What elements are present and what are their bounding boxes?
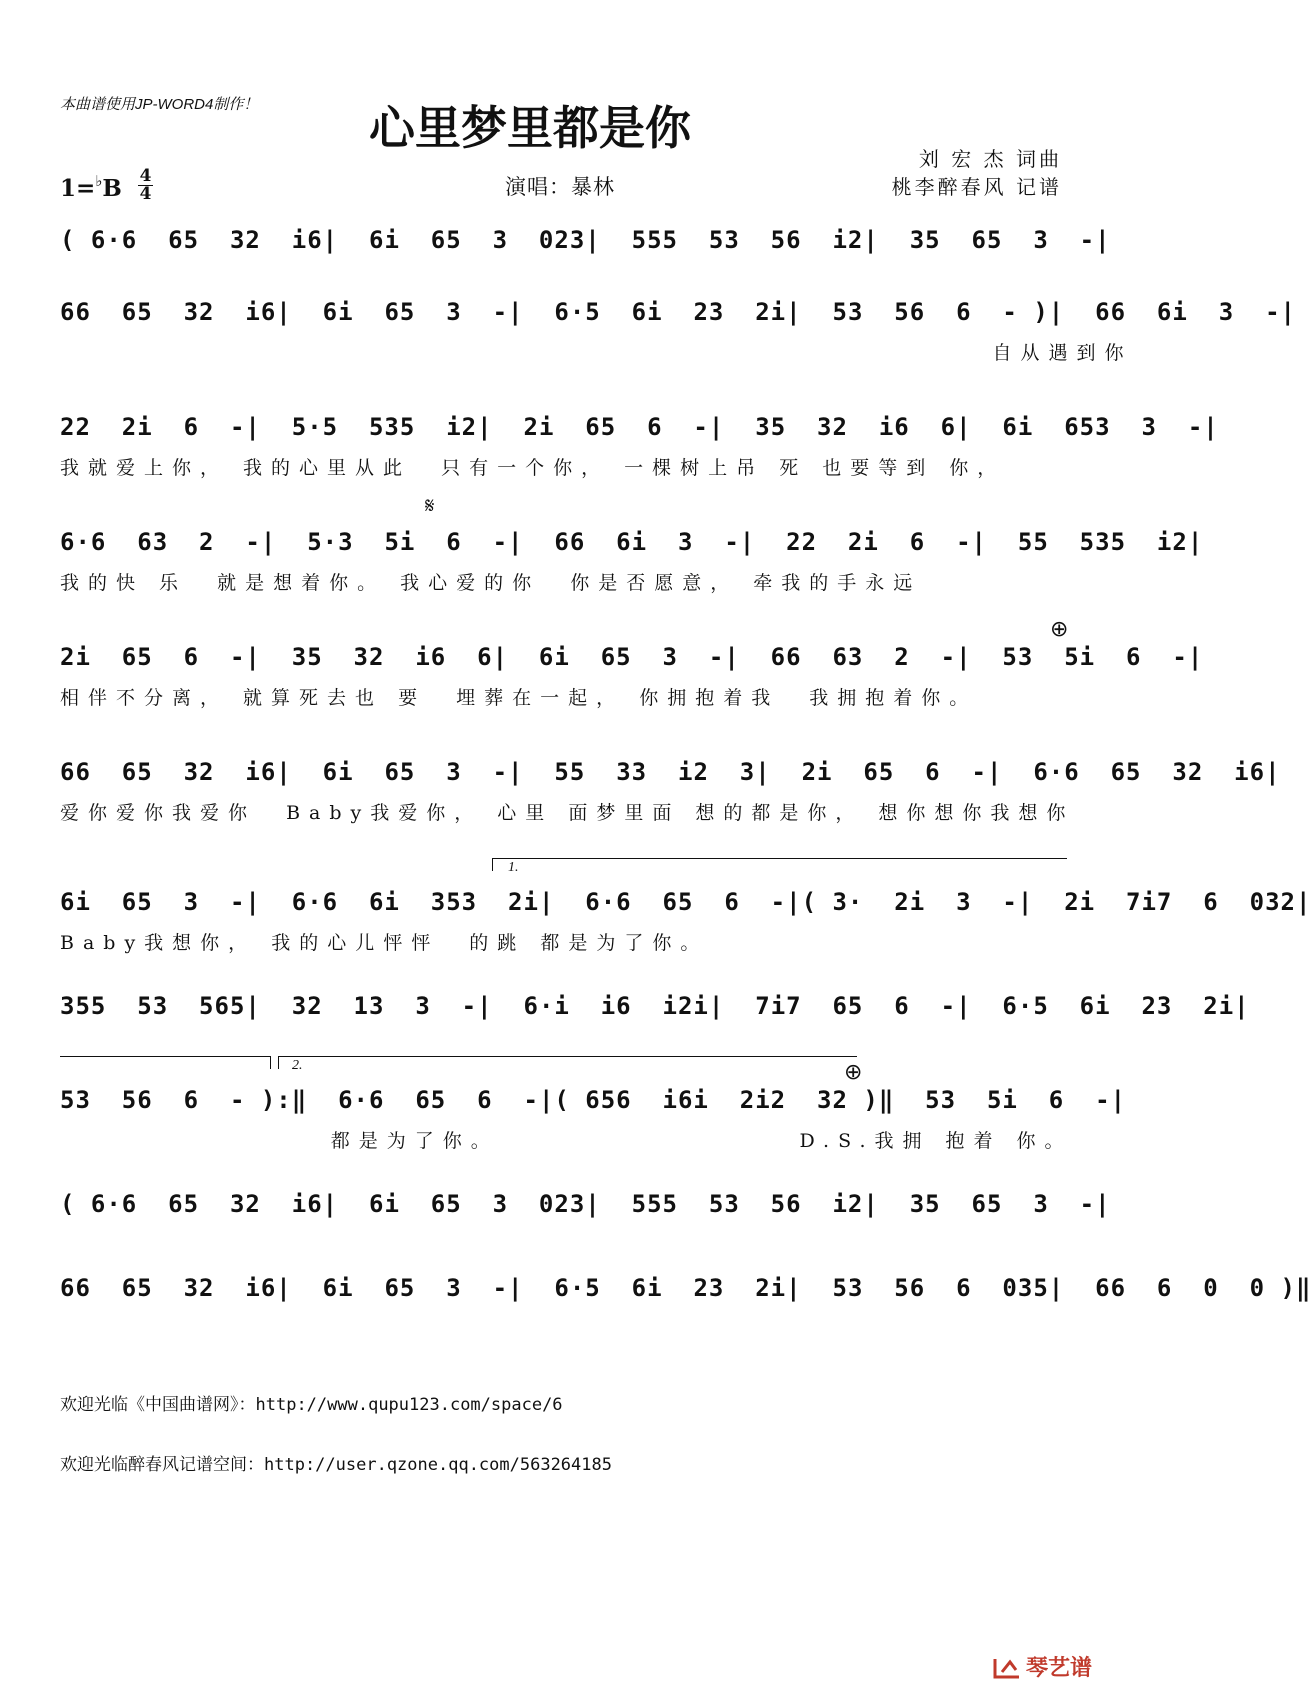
measure: | 6i 65 3 - xyxy=(276,298,509,326)
measure: | 35 65 3 - xyxy=(863,226,1096,254)
notation-row xyxy=(60,1274,1311,1302)
lyrics-row: 我就爱上你， 我的心里从此 只有一个你， 一棵树上吊 死 也要等到 你， xyxy=(60,457,1006,479)
lyrics-row: 爱你爱你我爱你 Baby我爱你， 心里 面梦里面 想的都是你， 想你想你我想你 xyxy=(60,802,1075,824)
lyrics-row: Baby我想你， 我的心儿怦怦 的跳 都是为了你。 xyxy=(60,932,709,954)
flat-sign: ♭ xyxy=(95,172,103,190)
logo-icon xyxy=(992,1656,1022,1680)
measure: | 66 6 0 0 ) xyxy=(1048,1274,1296,1302)
measure: |( 656 i6i 2i2 32 ) xyxy=(538,1086,879,1114)
measure: | 66 6i 3 - xyxy=(1048,298,1281,326)
volta-bracket-1 xyxy=(492,858,1067,871)
measure: | 66 6i 3 - xyxy=(508,528,740,556)
measure: 355 53 565 xyxy=(60,992,246,1020)
footer-link-qupu[interactable]: 欢迎光临《中国曲谱网》：http://www.qupu123.com/space/6 xyxy=(60,1395,563,1415)
notation-row xyxy=(60,758,1281,786)
measure: | 5·3 5i 6 - xyxy=(260,528,509,556)
key-note: B xyxy=(102,175,122,202)
measure: | 7i7 65 6 - xyxy=(708,992,957,1020)
measure: ‖ 53 5i 6 - xyxy=(878,1086,1111,1114)
measure: | 6i 65 3 - xyxy=(276,758,509,786)
measure: 2i 65 6 - xyxy=(60,643,246,671)
measure: | 6i 65 3 - xyxy=(492,643,725,671)
measure: | 53 56 6 - ) xyxy=(786,298,1049,326)
barline: | xyxy=(1234,992,1250,1020)
measure: | 6·5 6i 23 2i xyxy=(956,992,1235,1020)
barline: | xyxy=(1265,758,1281,786)
title-text: 心里梦里都是你 xyxy=(369,101,691,155)
barline: | xyxy=(1095,226,1111,254)
measure: 6i 65 3 - xyxy=(60,888,246,916)
measure: | 53 56 6 035 xyxy=(786,1274,1049,1302)
coda-sign: ⊕ xyxy=(844,1060,863,1085)
lyrics-row: 都是为了你。 D.S.我拥 抱着 你。 xyxy=(60,1130,1073,1152)
measure: | 6i 65 3 023 xyxy=(322,226,586,254)
measure: ( 6·6 65 32 i6 xyxy=(60,226,323,254)
measure: 53 56 6 - ): xyxy=(60,1086,292,1114)
final-barline: ‖ xyxy=(1295,1274,1311,1302)
measure: 22 2i 6 - xyxy=(60,413,246,441)
measure: | 6·5 6i 23 2i xyxy=(508,298,787,326)
measure: | 6i 653 3 - xyxy=(956,413,1204,441)
watermark-text: 琴艺谱 xyxy=(1025,1656,1092,1681)
notation-row xyxy=(60,888,1311,916)
notation-row xyxy=(60,528,1204,556)
measure: 66 65 32 i6 xyxy=(60,1274,277,1302)
notation-row xyxy=(60,992,1250,1020)
measure: | 6i 65 3 023 xyxy=(322,1190,586,1218)
lyrics-row: 我的快 乐 就是想着你。 我心爱的你 你是否愿意， 牵我的手永远 xyxy=(60,572,922,594)
measure: | 35 32 i6 6 xyxy=(708,413,957,441)
notation-row xyxy=(60,226,1111,254)
watermark-logo xyxy=(992,1651,1092,1682)
barline: | xyxy=(1095,1190,1111,1218)
time-top: 4 xyxy=(139,166,152,186)
volta-label-1: 1. xyxy=(508,860,519,875)
lyrics-row: 相伴不分离， 就算死去也 要 埋葬在一起， 你拥抱着我 我拥抱着你。 xyxy=(60,687,978,709)
measure: | 6·i i6 i2i xyxy=(477,992,709,1020)
key-signature xyxy=(60,172,122,202)
measure: | 6i 65 3 - xyxy=(276,1274,509,1302)
time-signature xyxy=(138,168,153,203)
composer-credit: 刘 宏 杰 词曲 xyxy=(918,147,1062,171)
measure: | 6·5 6i 23 2i xyxy=(508,1274,787,1302)
measure: | 32 13 3 - xyxy=(245,992,478,1020)
measure: |( 3· 2i 3 - xyxy=(786,888,1018,916)
measure: | 35 65 3 - xyxy=(863,1190,1096,1218)
segno-sign: 𝄋 xyxy=(425,494,435,519)
measure: | 6·6 65 32 i6 xyxy=(986,758,1266,786)
barline: | xyxy=(1295,888,1311,916)
time-bottom: 4 xyxy=(139,184,152,204)
barline: | xyxy=(1187,528,1204,556)
volta-bracket-1-end xyxy=(60,1056,271,1069)
notation-row xyxy=(60,1086,1127,1114)
transcriber-credit: 桃李醉春风 记谱 xyxy=(891,175,1062,199)
singer-credit: 演唱：暴林 xyxy=(505,175,615,199)
key-prefix: 1= xyxy=(60,175,96,202)
measure: | 22 2i 6 - xyxy=(739,528,972,556)
measure: 66 65 32 i6 xyxy=(60,298,277,326)
measure: | 66 63 2 - xyxy=(724,643,957,671)
measure: | 2i 65 6 - xyxy=(755,758,987,786)
measure: | 5·5 535 i2 xyxy=(245,413,478,441)
barline: | xyxy=(1187,643,1204,671)
measure: 66 65 32 i6 xyxy=(60,758,277,786)
volta-bracket-2 xyxy=(278,1056,857,1069)
measure: | 35 32 i6 6 xyxy=(245,643,493,671)
measure: ( 6·6 65 32 i6 xyxy=(60,1190,323,1218)
measure: | 55 535 i2 xyxy=(971,528,1188,556)
measure: | 6·6 6i 353 2i xyxy=(245,888,539,916)
lyrics-row: 自从遇到你 xyxy=(60,342,1133,364)
measure: | 555 53 56 i2 xyxy=(585,1190,864,1218)
software-note: 本曲谱使用JP-WORD4制作！ xyxy=(60,96,259,113)
footer-link-qzone[interactable]: 欢迎光临醉春风记谱空间：http://user.qzone.qq.com/563264185 xyxy=(60,1455,612,1475)
barline: | xyxy=(1110,1086,1127,1114)
barline: | xyxy=(1203,413,1219,441)
barline: | xyxy=(1280,298,1296,326)
measure: | 2i 65 6 - xyxy=(477,413,709,441)
coda-sign: ⊕ xyxy=(1050,617,1069,642)
measure: | 2i 7i7 6 032 xyxy=(1017,888,1296,916)
notation-row xyxy=(60,643,1204,671)
notation-row xyxy=(60,1190,1111,1218)
volta-label-2: 2. xyxy=(292,1058,303,1073)
measure: ‖ 6·6 65 6 - xyxy=(291,1086,539,1114)
notation-row xyxy=(60,298,1296,326)
measure: | 55 33 i2 3 xyxy=(508,758,756,786)
notation-row xyxy=(60,413,1219,441)
measure: | 53 5i 6 - xyxy=(956,643,1188,671)
measure: 6·6 63 2 - xyxy=(60,528,261,556)
measure: | 6·6 65 6 - xyxy=(538,888,787,916)
measure: | 555 53 56 i2 xyxy=(585,226,864,254)
